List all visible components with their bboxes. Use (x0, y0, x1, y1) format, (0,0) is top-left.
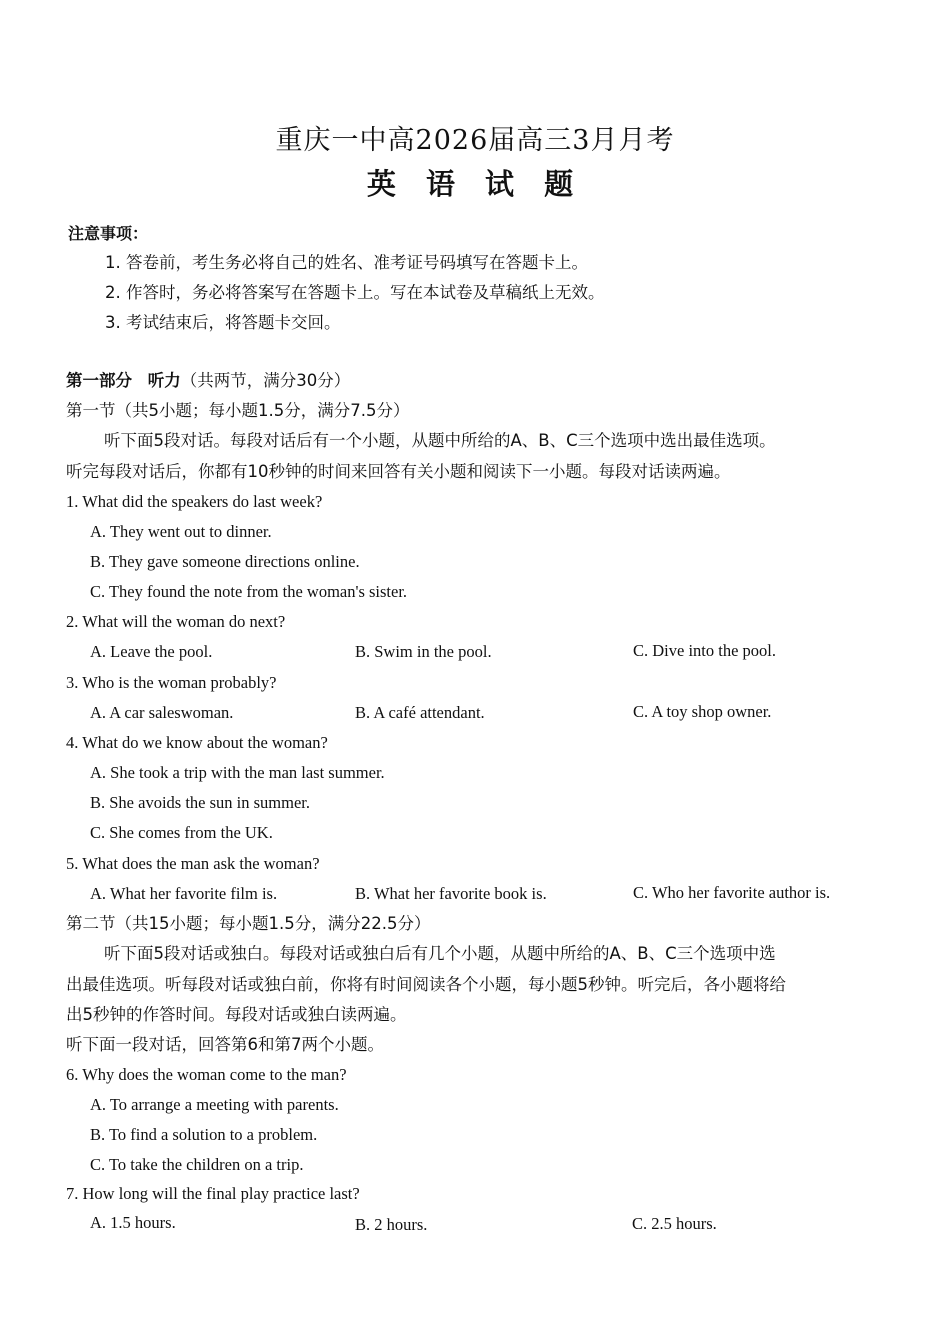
question-4-option-c: C. She comes from the UK. (90, 823, 273, 842)
part1-label: 第一部分 (66, 371, 132, 390)
question-3-option-b: B. A café attendant. (355, 703, 485, 722)
dialogue-intro: 听下面一段对话，回答第6和第7两个小题。 (66, 1035, 384, 1054)
question-5-option-a: A. What her favorite film is. (90, 884, 278, 903)
question-2-stem: 2. What will the woman do next? (66, 612, 286, 631)
question-3-option-a: A. A car saleswoman. (90, 703, 234, 722)
notice-item-2: 2. 作答时，务必将答案写在答题卡上。写在本试卷及草稿纸上无效。 (105, 283, 605, 302)
notice-heading: 注意事项： (68, 224, 149, 243)
section1-instructions-1: 听下面5段对话。每段对话后有一个小题，从题中所给的A、B、C三个选项中选出最佳选项。 (104, 431, 776, 450)
question-4-option-a: A. She took a trip with the man last summer. (90, 763, 385, 782)
question-6-option-b: B. To find a solution to a problem. (90, 1125, 318, 1144)
question-5-stem: 5. What does the man ask the woman? (66, 854, 320, 873)
question-1-option-a: A. They went out to dinner. (90, 522, 272, 541)
notice-item-3: 3. 考试结束后，将答题卡交回。 (105, 313, 341, 332)
notice-item-1: 1. 答卷前，考生务必将自己的姓名、准考证号码填写在答题卡上。 (105, 253, 588, 272)
question-5-option-c: C. Who her favorite author is. (633, 883, 831, 902)
question-1-option-c: C. They found the note from the woman's sister. (90, 582, 408, 601)
question-4-option-b: B. She avoids the sun in summer. (90, 793, 310, 812)
question-4-stem: 4. What do we know about the woman? (66, 733, 328, 752)
question-2-option-c: C. Dive into the pool. (633, 641, 776, 660)
question-3-option-c: C. A toy shop owner. (633, 702, 772, 721)
question-3-stem: 3. Who is the woman probably? (66, 673, 277, 692)
section2-instructions-3: 出5秒钟的作答时间。每段对话或独白读两遍。 (66, 1005, 407, 1024)
section2-instructions-1: 听下面5段对话或独白。每段对话或独白后有几个小题，从题中所给的A、B、C三个选项中选 (104, 944, 776, 963)
question-1-stem: 1. What did the speakers do last week? (66, 492, 323, 511)
part1-heading (66, 371, 350, 391)
section2-instructions-2: 出最佳选项。听每段对话或独白前，你将有时间阅读各个小题，每小题5秒钟。听完后，各小题将给 (66, 975, 786, 994)
question-5-option-b: B. What her favorite book is. (355, 884, 547, 903)
section1-heading: 第一节（共5小题；每小题1.5分，满分7.5分） (66, 401, 410, 420)
exam-subtitle: 英 语 试 题 (366, 167, 584, 201)
section1-instructions-2: 听完每段对话后，你都有10秒钟的时间来回答有关小题和阅读下一小题。每段对话读两遍。 (66, 462, 731, 481)
question-7-option-a: A. 1.5 hours. (90, 1213, 176, 1232)
part1-info: （共两节，满分30分） (180, 371, 351, 390)
question-2-option-b: B. Swim in the pool. (355, 642, 492, 661)
question-6-option-a: A. To arrange a meeting with parents. (90, 1095, 339, 1114)
question-7-option-b: B. 2 hours. (355, 1215, 428, 1234)
section2-heading: 第二节（共15小题；每小题1.5分，满分22.5分） (66, 914, 431, 933)
exam-title: 重庆一中高2026届高三3月月考 (275, 125, 675, 156)
question-7-option-c: C. 2.5 hours. (632, 1214, 717, 1233)
question-1-option-b: B. They gave someone directions online. (90, 552, 360, 571)
question-6-stem: 6. Why does the woman come to the man? (66, 1065, 347, 1084)
question-2-option-a: A. Leave the pool. (90, 642, 213, 661)
question-7-stem: 7. How long will the final play practice last? (66, 1184, 360, 1203)
question-6-option-c: C. To take the children on a trip. (90, 1155, 304, 1174)
part1-name: 听力 (147, 371, 181, 390)
